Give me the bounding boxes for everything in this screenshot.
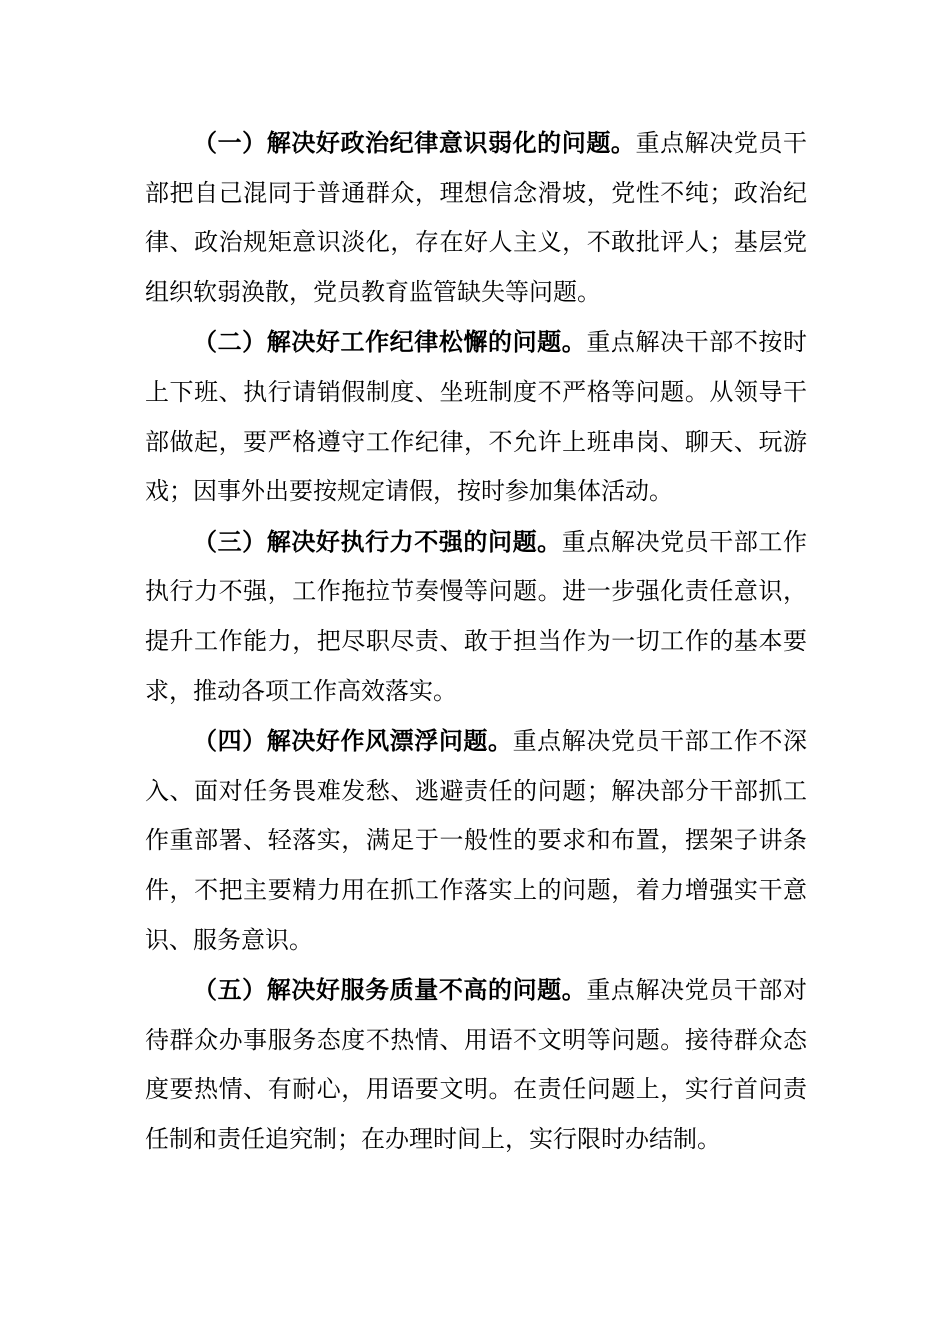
paragraph-4: [145, 716, 807, 965]
paragraph-text: 重点解决干部不按时上下班、执行请销假制度、坐班制度不严格等问题。从领导干部做起，要严格遵守工作纪律，不允许上班串岗、聊天、玩游戏；因事外出要按规定请假，按时参加集体活动。: [145, 328, 808, 506]
paragraph-heading: （二）解决好工作纪律松懈的问题。: [193, 327, 587, 357]
paragraph-heading: （四）解决好作风漂浮问题。: [193, 726, 513, 756]
paragraph-text: 重点解决党员干部工作执行力不强，工作拖拉节奏慢等问题。进一步强化责任意识，提升工作能力，把尽职尽责、敢于担当作为一切工作的基本要求，推动各项工作高效落实。: [145, 527, 807, 705]
paragraph-text: 重点解决党员干部把自己混同于普通群众，理想信念滑坡，党性不纯；政治纪律、政治规矩意识淡化，存在好人主义，不敢批评人；基层党组织软弱涣散，党员教育监管缺失等问题。: [145, 129, 807, 306]
paragraph-heading: （三）解决好执行力不强的问题。: [193, 526, 562, 556]
paragraph-heading: （五）解决好服务质量不高的问题。: [193, 975, 587, 1005]
paragraph-2: [145, 317, 807, 516]
document-body: [145, 118, 807, 1164]
paragraph-text: 重点解决党员干部工作不深入、面对任务畏难发愁、逃避责任的问题；解决部分干部抓工作重部署、轻落实，满足于一般性的要求和布置，摆架子讲条件，不把主要精力用在抓工作落实上的问题，着力增强实干意识、服务意识。: [145, 727, 808, 954]
paragraph-3: [145, 517, 807, 716]
paragraph-text: 重点解决党员干部对待群众办事服务态度不热情、用语不文明等问题。接待群众态度要热情、有耐心，用语要文明。在责任问题上，实行首问责任制和责任追究制；在办理时间上，实行限时办结制。: [145, 976, 808, 1153]
paragraph-5: [145, 965, 807, 1164]
paragraph-heading: （一）解决好政治纪律意识弱化的问题。: [193, 128, 636, 157]
paragraph-1: [145, 118, 807, 317]
